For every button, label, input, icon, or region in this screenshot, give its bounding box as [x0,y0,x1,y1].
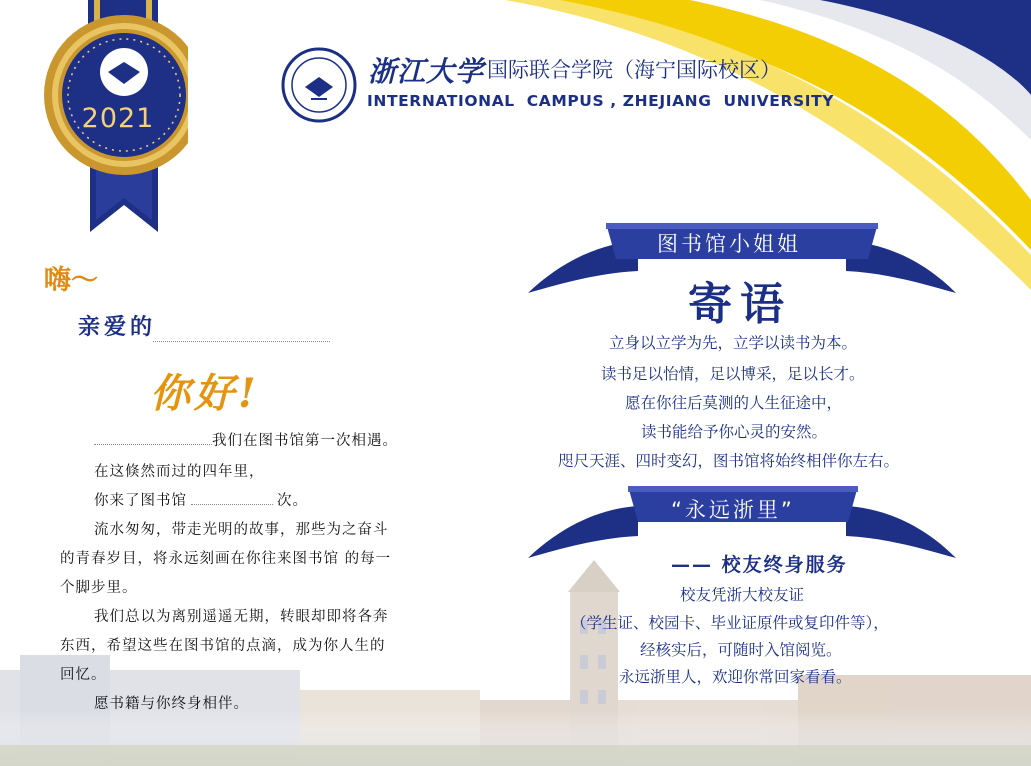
letter-line: 你来了图书馆 次。 [94,493,308,509]
letter-line: 的青春岁目，将永远刻画在你往来图书馆 的每一 [60,551,392,567]
letter-line: 东西，希望这些在图书馆的点滴，成为你人生的 [60,638,386,654]
message-line: 读书足以怡情，足以博采，足以长才。 [601,365,865,383]
salutation: 亲爱的 [78,314,157,340]
alumni-line: 永远浙里人，欢迎你常回家看看。 [619,668,852,686]
college-name: 国际联合学院（海宁国际校区） [487,58,781,82]
campus-buildings-illustration [0,560,1031,766]
zju-seal-logo [281,47,357,123]
hello-heading: 你好! [150,370,260,417]
alumni-line: 经核实后，可随时入馆阅览。 [640,641,842,659]
message-line: 愿在你往后莫测的人生征途中， [625,394,843,412]
alumni-line: （学生证、校园卡、毕业证原件或复印件等）， [571,614,889,632]
name-blank [153,341,330,342]
message-line: 咫尺天涯、四时变幻，图书馆将始终相伴你左右。 [558,452,900,470]
alumni-line: 校友凭浙大校友证 [680,586,805,604]
medal-year: 2021 [81,103,155,134]
message-heading: 寄语 [688,279,792,330]
visit-count-blank [191,492,273,505]
letter-line: 个脚步里。 [60,580,138,596]
letter-line: 回忆。 [60,667,107,683]
ribbon-title-librarian: 图书馆小姐姐 [657,232,801,256]
brand-chinese-name: 浙江大学 [368,55,485,88]
message-line: 读书能给予你心灵的安然。 [641,423,828,441]
letter-line: 在这倏然而过的四年里， [94,464,265,480]
letter-line: 我们在图书馆第一次相遇。 [94,429,398,450]
letter-line: 流水匆匆，带走光明的故事，那些为之奋斗 [94,522,389,538]
ribbon-title-forever-zju: “永远浙里” [671,498,795,522]
letter-line: 愿书籍与你终身相伴。 [94,696,249,712]
date-blank [94,432,212,445]
alumni-service-title: —— 校友终身服务 [671,554,848,576]
brand-english-name: INTERNATIONAL CAMPUS , ZHEJIANG UNIVERSITY [367,92,835,110]
letter-line: 我们总以为离别遥遥无期，转眼却即将各奔 [94,609,389,625]
greeting: 嗨～ [44,265,98,296]
message-line: 立身以立学为先，立学以读书为本。 [609,334,858,352]
